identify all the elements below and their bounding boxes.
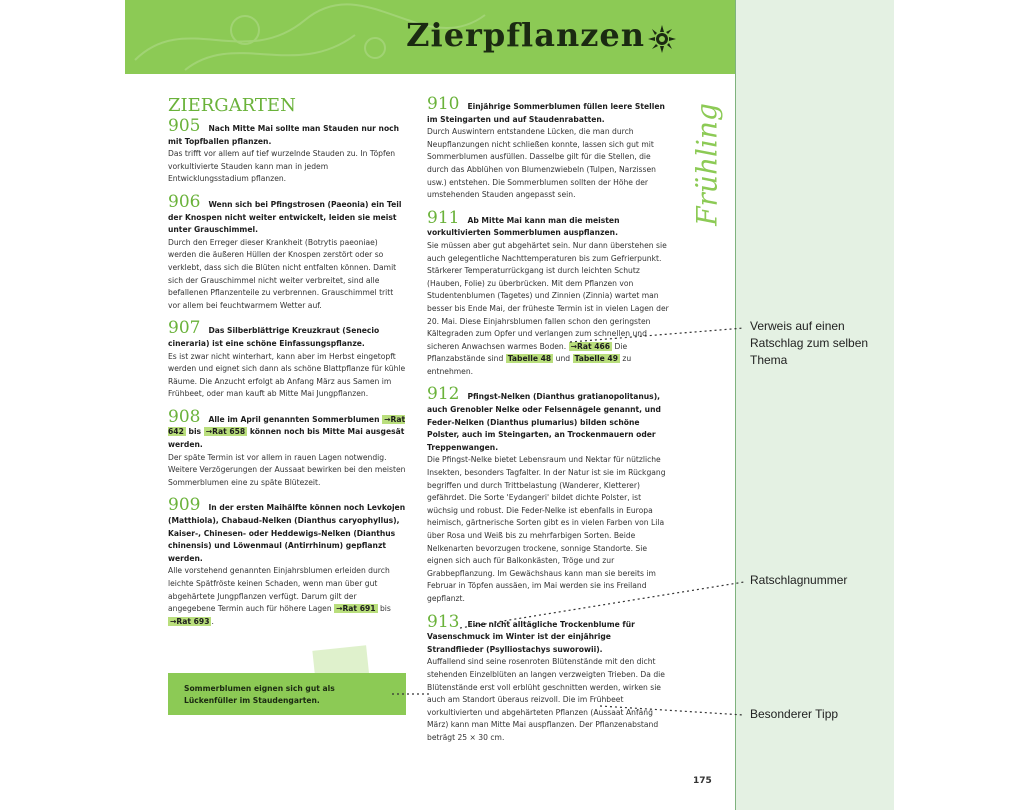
tip-body: Das trifft vor allem auf tief wurzelnde Stauden zu. In Töpfen vorkultivierte Stauden kann man in jedem Entwicklungsstadium pflanzen.	[168, 149, 396, 184]
tip-heading: Wenn sich bei Pfingstrosen (Paeonia) ein Teil der Knospen nicht weiter entwickelt, leiden sie meist unter Grauschimmel.	[168, 199, 402, 235]
tip-body: Der späte Termin ist vor allem in rauen Lagen notwendig. Weitere Verzögerungen der Aussaat bewirken bei den meisten Sommerblumen eine zu späte Blütezeit.	[168, 452, 406, 487]
tip-number: 912	[427, 384, 460, 405]
section-title: ZIERGARTEN	[168, 95, 296, 116]
page-title: Zierpflanzen	[406, 16, 645, 54]
tip-body: Sie müssen aber gut abgehärtet sein. Nur dann überstehen sie auch gelegentliche Nachttemperaturen bis zum Gefrierpunkt. Stärkerer Temperaturrückgang ist durch leichten Schutz (Hauben, Folie) zu überbrücken. Mit dem Pflanzen von Studentenblumen (Tagetes) und Zinnien (Zinnia) wartet man besser bis Ende Mai, der früheste Termin ist in vielen Lagen der 20. Mai. Diese Einjahrsblumen fallen schon den geringsten Kältegraden zum Opfer und verlangen zum schnellen und sicheren Anwachsen warmes Boden. → Rat 466 Die Pflanzabstände sind Tabelle 48 und Tabelle 49 zu entnehmen.	[427, 240, 669, 379]
callout-special-tip: Besonderer Tipp	[750, 707, 839, 721]
tip-reference-link[interactable]: → Rat 693	[168, 617, 211, 626]
tip-body: Auffallend sind seine rosenroten Blütenstände mit den dicht stehenden Einzelblüten an langen verzweigten Trieben. Da die Blütenstände erst voll erblüht geschnitten werden, wirken sie auch am Standort überaus reizvoll. Die im Frühbeet vorkultivierten und abgehärteten Pflanzen (Aussaat Anfang März) kann man Mitte Mai auspflanzen. Der Pflanzenabstand beträgt 25 × 30 cm.	[427, 657, 665, 742]
tip-number: 911	[427, 207, 460, 228]
table-reference-link[interactable]: Tabelle 49	[574, 354, 618, 364]
tip-number: 909	[168, 495, 201, 516]
tip-number: 905	[168, 116, 201, 136]
tip-number: 913	[427, 611, 460, 632]
leader-line	[570, 328, 744, 342]
tip-heading: Einjährige Sommerblumen füllen leere Stellen im Steingarten und auf Staudenrabatten.	[427, 102, 665, 124]
tip-heading: Alle im April genannten Sommerblumen → Rat 642 bis → Rat 658 können noch bis Mitte Mai ausgesät werden.	[168, 415, 405, 449]
tip-body: Alle vorstehend genannten Einjahrsblumen erleiden durch leichte Spätfröste keinen Schaden, wenn man über gut abgehärtete Jungpflanzen verfügt. Darum gilt der angegebene Termin auch für höhere Lagen → Rat 691 bis → Rat 693 .	[168, 565, 406, 628]
callout-cross-reference: Verweis auf einen Ratschlag zum selben Thema	[750, 319, 869, 367]
tip-number: 908	[168, 406, 201, 427]
page-number: 175	[693, 776, 712, 786]
tip-body: Durch Auswintern entstandene Lücken, die man durch Neupflanzungen nicht schließen konnte, lassen sich gut mit Sommerblumen ausfüllen. Dasselbe gilt für die Stellen, die durch das Abblühen von Blumenzwiebeln (Tulpen, Narzissen usw.) entstehen. Die Sommerblumen sollten der Höhe der umstehenden Stauden angepasst sein.	[427, 127, 656, 200]
callout-tip-number: Ratschlagnummer	[750, 573, 848, 587]
tip-body: Es ist zwar nicht winterhart, kann aber im Herbst eingetopft werden und eignet sich dann als schöne Blattpflanze für kühle Räume. Die Anzucht erfolgt ab Anfang März aus Samen im Frühbeet, oder man kauft ab Mitte Mai Jungpflanzen.	[168, 351, 406, 399]
tip-heading: Ab Mitte Mai kann man die meisten vorkultivierten Sommerblumen auspflanzen.	[427, 215, 620, 238]
tip-reference-link[interactable]: → Rat 658	[204, 427, 247, 436]
tip-heading: Pfingst-Nelken (Dianthus gratianopolitanus), auch Grenobler Nelke oder Felsennägele genannt, und Feder-Nelken (Dianthus plumarius) bilden schöne Polster, auch im Steingarten, an Trockenmauern oder Treppenwangen.	[427, 392, 661, 452]
tip-reference-link[interactable]: → Rat 642	[168, 415, 405, 437]
leader-line	[600, 706, 744, 715]
tip-number: 907	[168, 318, 201, 339]
tip-heading: Nach Mitte Mai sollte man Stauden nur noch mit Topfballen pflanzen.	[168, 124, 400, 146]
season-label: Frühling	[690, 103, 724, 226]
leader-line	[460, 582, 744, 628]
tip-number: 906	[168, 191, 201, 212]
special-tip-box: Sommerblumen eignen sich gut als Lückenfüller im Staudengarten.	[168, 673, 406, 715]
tip-reference-link[interactable]: → Rat 466	[569, 342, 612, 351]
tip-reference-link[interactable]: → Rat 691	[334, 604, 377, 613]
tip-body: Durch den Erreger dieser Krankheit (Botrytis paeoniae) werden die äußeren Hüllen der Knospen zerstört oder so verklebt, dass sich die Blüten nicht entfalten können. Damit sich der Grauschimmel nicht weiter verbreitet, sind alle befallenen Pflanzenteile zu verbrennen. Grauschimmel tritt vor allem bei feuchtwarmem Wetter auf.	[168, 237, 397, 310]
tip-number: 910	[427, 94, 460, 114]
tip-heading: Das Silberblättrige Kreuzkraut (Senecio cineraria) ist eine schöne Einfassungspflanze.	[168, 326, 380, 348]
tip-body: Die Pfingst-Nelke bietet Lebensraum und Nektar für nützliche Insekten, besonders Tagfalter. In der Natur ist sie im Rückgang begriffen und durch Trittbelastung (Wanderer, Kletterer) gefährdet. Die Sorte 'Eydangeri' bildet dichte Polster, ist wüchsig und robust. Die Feder-Nelke ist ebenfalls in Europa heimisch, gärtnerische Sorten gibt es in vielen Farben von Lila über Rosa und Weiß bis zu mehrfarbigen Sorten. Beide Nelkenarten bevorzugen trockene, sonnige Standorte. Sie eignen sich auch für Balkonkästen, Tröge und zur Grabbepflanzung. Im Gewächshaus kann man sie bereits im Februar in Töpfen aussäen, im Mai werden sie ins Freiland gepflanzt.	[427, 455, 666, 603]
table-reference-link[interactable]: Tabelle 48	[507, 354, 552, 364]
tip-heading: Eine nicht alltägliche Trockenblume für Vasenschmuck im Winter ist der einjährige Strandflieder (Psylliostachys suworowii).	[427, 619, 635, 654]
tip-heading: In der ersten Maihälfte können noch Levkojen (Matthiola), Chabaud-Nelken (Dianthus caryophyllus), Kaiser-, Chinesen- oder Heddewigs-Nelken (Dianthus chinensis) und Löwenmaul (Antirrhinum) gepflanzt werden.	[168, 503, 406, 563]
